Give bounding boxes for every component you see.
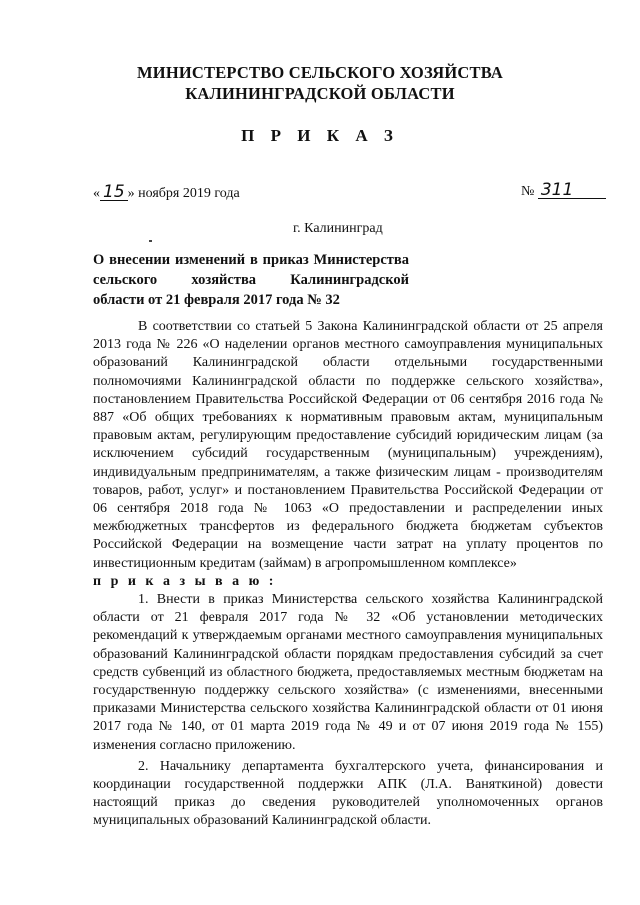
- decree-word: п р и к а з ы в а ю :: [93, 573, 277, 589]
- ministry-name-line2: КАЛИНИНГРАДСКОЙ ОБЛАСТИ: [185, 84, 455, 103]
- subject-line3: области от 21 февраля 2017 года № 32: [93, 292, 340, 308]
- subject-line1: О внесении изменений в приказ Министерства: [93, 252, 409, 268]
- scan-mark: [149, 240, 152, 242]
- document-city: г. Калининград: [293, 221, 383, 236]
- item-2-paragraph: 2. Начальнику департамента бухгалтерского учета, финансирования и координации государственной поддержки АПК (Л.А. Ваняткиной) довести настоящий приказ до сведения руководителей уполномоченных органов муниципальных образований Калининградской области.: [93, 758, 603, 829]
- document-number: [521, 182, 606, 200]
- item-1-paragraph: 1. Внести в приказ Министерства сельского хозяйства Калининградской области от 21 февраля 2017 года № 32 «Об установлении методических рекомендаций к утверждаемым органами местного самоуправления муниципальных образований Калининградской области порядкам предоставления субсидий за счет средств субвенций из областного бюджета, предоставляемых местным бюджетам на государственную поддержку сельского хозяйства» (с изменениями, внесенными приказами Министерства сельского хозяйства Калининградской области от 01 июня 2017 года № 140, от 01 марта 2019 года № 49 и от 07 июня 2019 года № 155) изменения согласно приложению.: [93, 592, 603, 753]
- preamble-paragraph: В соответствии со статьей 5 Закона Калининградской области от 25 апреля 2013 года № 226 «О наделении органов местного самоуправления муниципальных образований Калининградской области отдельными государственными полномочиями Калининградской области по поддержке сельского хозяйства», постановлением Правительства Российской Федерации от 06 сентября 2016 года № 887 «Об общих требованиях к нормативным правовым актам, муниципальным правовым актам, регулирующим предоставление субсидий юридическим лицам (за исключением субсидий государственным (муниципальным) учреждениям), индивидуальным предпринимателям, а также физическим лицам - производителям товаров, работ, услуг» и постановлением Правительства Российской Федерации от 06 сентября 2018 года № 1063 «О предоставлении и распределении иных межбюджетных трансфертов из федерального бюджета бюджетам субъектов Российской Федерации на возмещение части затрат на уплату процентов по инвестиционным кредитам (займам) в агропромышленном комплексе»: [93, 319, 603, 571]
- date-day-handwritten: 15: [100, 184, 128, 201]
- date-rest: » ноября 2019 года: [127, 186, 240, 201]
- number-value-handwritten: 311: [538, 182, 606, 199]
- document-body: [93, 318, 603, 831]
- ministry-header: [0, 62, 640, 104]
- document-type-title: П Р И К А З: [241, 126, 399, 145]
- date-open-quote: «: [93, 186, 100, 201]
- number-label: №: [521, 184, 535, 199]
- document-subject: [93, 250, 409, 310]
- document-date: [93, 184, 240, 202]
- ministry-name-line1: МИНИСТЕРСТВО СЕЛЬСКОГО ХОЗЯЙСТВА: [137, 63, 503, 82]
- subject-line2: сельского хозяйства Калининградской: [93, 272, 409, 288]
